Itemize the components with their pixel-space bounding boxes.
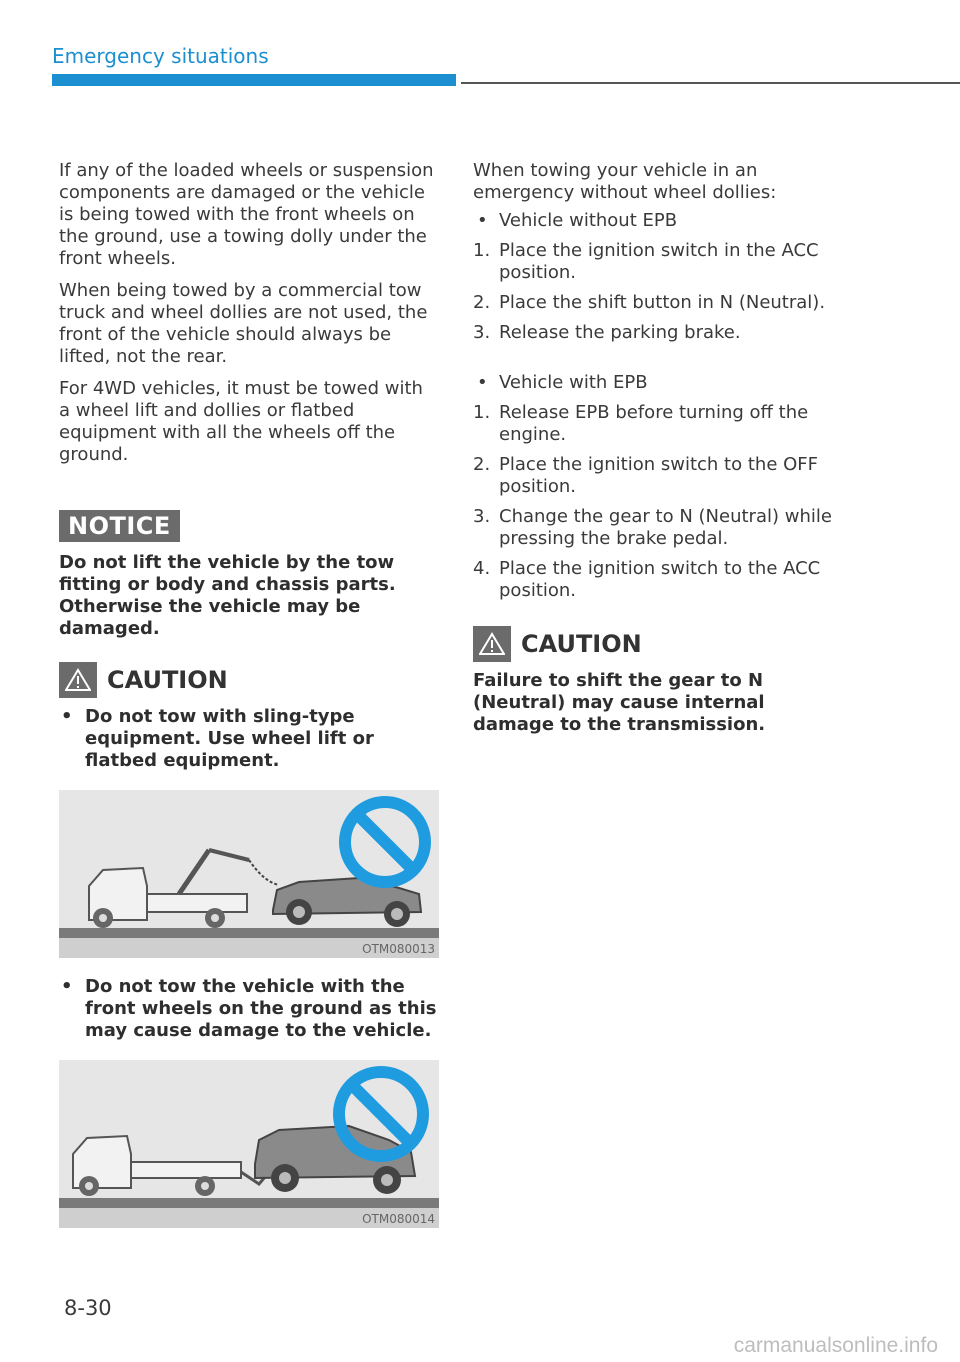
section-title: Emergency situations [52, 44, 269, 68]
group-title [473, 210, 843, 232]
figure-code: OTM080014 [362, 1212, 435, 1226]
left-column [59, 160, 439, 1228]
step-number: 4. [473, 558, 491, 579]
illustration-sling-tow [59, 790, 439, 958]
caution-item [59, 706, 439, 772]
warning-triangle-icon [473, 626, 511, 662]
caution-label: CAUTION [107, 666, 228, 694]
caution-heading [59, 662, 439, 698]
paragraph: If any of the loaded wheels or suspension components are damaged or the vehicle is being towed with the front wheels on the ground, use a towing dolly under the front wheels. [59, 160, 434, 269]
group-title [473, 372, 843, 394]
caution-heading [473, 626, 843, 662]
step-item [473, 322, 843, 344]
warning-triangle-icon [59, 662, 97, 698]
caution-label: CAUTION [521, 630, 642, 658]
header-accent-bar [52, 74, 456, 86]
step-item [473, 402, 843, 446]
step-item [473, 292, 843, 314]
step-number: 2. [473, 454, 491, 475]
caution-text: Failure to shift the gear to N (Neutral) may cause internal damage to the transmission. [473, 670, 766, 735]
step-number: 3. [473, 322, 491, 343]
bullet-icon: • [61, 706, 73, 727]
step-number: 3. [473, 506, 491, 527]
step-number: 1. [473, 240, 491, 261]
paragraph: For 4WD vehicles, it must be towed with a wheel lift and dollies or flatbed equipment with all the wheels off the ground. [59, 378, 423, 465]
step-text: Release EPB before turning off the engine. [499, 402, 809, 445]
intro-paragraph: When towing your vehicle in an emergency without wheel dollies: [473, 160, 777, 203]
bullet-icon: • [477, 372, 488, 393]
group-title-text: Vehicle without EPB [499, 210, 678, 231]
header-divider [461, 82, 960, 84]
step-number: 2. [473, 292, 491, 313]
caution-item [59, 976, 439, 1042]
figure-code: OTM080013 [362, 942, 435, 956]
watermark: carmanualsonline.info [733, 1334, 938, 1357]
step-item [473, 506, 843, 550]
right-column [473, 160, 843, 736]
group-title-text: Vehicle with EPB [499, 372, 648, 393]
step-text: Change the gear to N (Neutral) while pressing the brake pedal. [499, 506, 832, 549]
step-text: Place the ignition switch to the ACC position. [499, 558, 821, 601]
bullet-icon: • [61, 976, 73, 997]
step-item [473, 240, 843, 284]
page-number: 8-30 [64, 1296, 112, 1320]
step-number: 1. [473, 402, 491, 423]
bullet-icon: • [477, 210, 488, 231]
step-text: Place the ignition switch in the ACC position. [499, 240, 819, 283]
step-text: Place the shift button in N (Neutral). [499, 292, 826, 313]
caution-item-text: Do not tow with sling-type equipment. Use wheel lift or flatbed equipment. [85, 706, 374, 771]
illustration-wheels-on-ground [59, 1060, 439, 1228]
prohibited-icon [331, 1064, 431, 1164]
prohibited-icon [337, 794, 433, 890]
caution-item-text: Do not tow the vehicle with the front wheels on the ground as this may cause damage to the vehicle. [85, 976, 437, 1041]
notice-label: NOTICE [59, 510, 180, 542]
paragraph: When being towed by a commercial tow truck and wheel dollies are not used, the front of the vehicle should always be lifted, not the rear. [59, 280, 428, 367]
notice-text: Do not lift the vehicle by the tow fitting or body and chassis parts. Otherwise the vehicle may be damaged. [59, 552, 396, 639]
step-text: Place the ignition switch to the OFF position. [499, 454, 818, 497]
step-item [473, 558, 843, 602]
step-text: Release the parking brake. [499, 322, 741, 343]
step-item [473, 454, 843, 498]
